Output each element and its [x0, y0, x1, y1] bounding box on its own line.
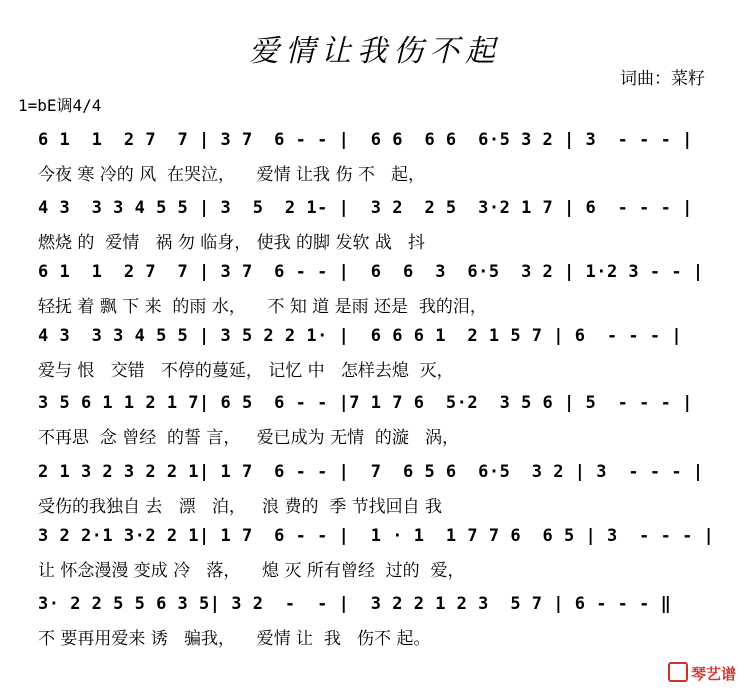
- notes-line: 3 2 2·1 3·2 2 1| 1 7 6 - - | 1 · 1 1 7 7 6 6 5 | 3 - - - |: [38, 526, 715, 546]
- notes-line: 2 1 3 2 3 2 2 1| 1 7 6 - - | 7 6 5 6 6·5 3 2 | 3 - - - |: [38, 462, 704, 482]
- notes-line: 6 1 1 2 7 7 | 3 7 6 - - | 6 6 6 6 6·5 3 2 | 3 - - - |: [38, 130, 693, 150]
- notes-line: 4 3 3 3 4 5 5 | 3 5 2 1- | 3 2 2 5 3·2 1 7 | 6 - - - |: [38, 198, 693, 218]
- notes-line: 4 3 3 3 4 5 5 | 3 5 2 2 1· | 6 6 6 1 2 1 5 7 | 6 - - - |: [38, 326, 683, 346]
- lyrics-line: 爱与 恨 交错 不停的蔓延， 记忆 中 怎样去熄 灭，: [38, 361, 454, 381]
- notes-line: 6 1 1 2 7 7 | 3 7 6 - - | 6 6 3 6·5 3 2 | 1·2 3 - - |: [38, 262, 704, 282]
- lyrics-line: 不 要再用爱来 诱 骗我， 爱情 让 我 伤不 起。: [38, 629, 431, 649]
- lyrics-line: 不再思 念 曾经 的誓 言， 爱已成为 无情 的漩 涡，: [38, 428, 460, 448]
- lyrics-line: 让 怀念漫漫 变成 冷 落， 熄 灭 所有曾经 过的 爱，: [38, 561, 465, 581]
- notes-line: 3 5 6 1 1 2 1 7| 6 5 6 - - |7 1 7 6 5·2 3 5 6 | 5 - - - |: [38, 393, 693, 413]
- lyrics-line: 燃烧 的 爱情 祸 勿 临身， 使我 的脚 发软 战 抖: [38, 233, 426, 253]
- logo-text: 琴艺谱: [690, 665, 736, 683]
- logo-icon: [668, 662, 688, 682]
- notes-line: 3· 2 2 5 5 6 3 5| 3 2 - - | 3 2 2 1 2 3 5 7 | 6 - - - ‖: [38, 594, 672, 614]
- key-signature: 1=bE调4/4: [18, 96, 102, 115]
- lyrics-line: 轻抚 着 飘 下 来 的雨 水， 不 知 道 是雨 还是 我的泪，: [38, 297, 487, 317]
- lyrics-line: 受伤的我独自 去 漂 泊， 浪 费的 季 节找回自 我: [38, 497, 443, 517]
- song-title: 爱情让我伤不起: [249, 34, 501, 69]
- site-logo: [668, 662, 736, 684]
- lyrics-line: 今夜 寒 冷的 风 在哭泣， 爱情 让我 伤 不 起，: [38, 165, 426, 185]
- composer-credit: 词曲：菜籽: [620, 69, 705, 89]
